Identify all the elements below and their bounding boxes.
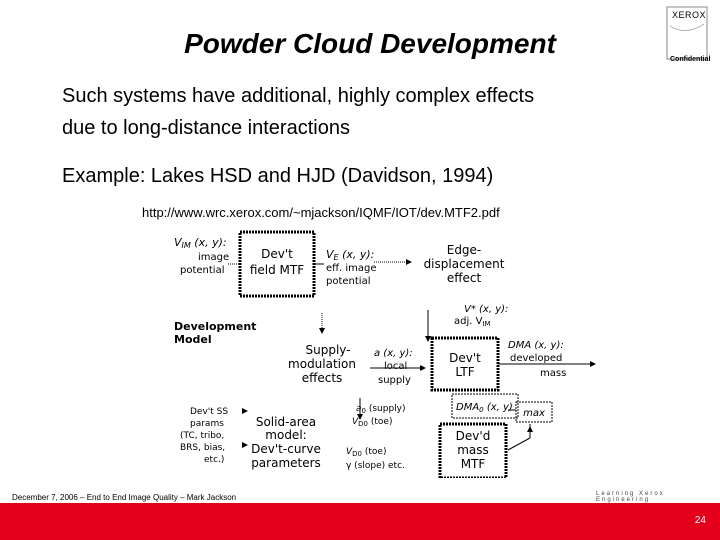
solid-line-4: parameters — [251, 456, 321, 470]
xerox-logo — [666, 6, 714, 62]
supply-line-2: modulation — [288, 357, 356, 371]
gamma-label: γ (slope) etc. — [346, 461, 405, 471]
dma-line-3: mass — [540, 368, 567, 379]
dma-line-2: developed — [510, 353, 563, 364]
mass-line-2: mass — [457, 443, 489, 457]
vstar-line-2: adj. $V_{IM}$ — [454, 316, 491, 328]
bullet-1 — [62, 80, 534, 144]
mass-line-1: Dev'd — [455, 429, 491, 443]
vd0-label: $V_{D0}$ (toe) — [352, 417, 393, 428]
solid-line-3: Dev't-curve — [251, 442, 321, 456]
footer-text: December 7, 2006 – End to End Image Quality – Mark Jackson — [12, 493, 237, 502]
dma-label: DMA (x, y): — [508, 340, 564, 351]
dev-model-line-1: Development — [174, 320, 257, 333]
edge-line-2: displacement — [423, 257, 505, 271]
ve-label: VE (x, y): — [326, 248, 375, 262]
edge-line-3: effect — [446, 271, 482, 285]
supply-line-3: effects — [301, 371, 343, 385]
a-line-3: supply — [378, 375, 411, 386]
ve-line-2: eff. image — [326, 263, 377, 274]
dev-model-line-2: Model — [174, 333, 212, 346]
reference-url[interactable]: http://www.wrc.xerox.com/~mjackson/IQMF/IOT/dev.MTF2.pdf — [142, 205, 500, 220]
vstar-label: V* (x, y): — [464, 304, 509, 315]
devt-field-line-2: field MTF — [249, 263, 305, 277]
ve-line-3: potential — [326, 276, 371, 287]
solid-line-2: model: — [265, 428, 307, 442]
ss-line-2: params — [190, 419, 224, 429]
development-model-diagram — [160, 228, 600, 478]
slide-title: Powder Cloud Development — [184, 28, 556, 59]
vim-line-2: image — [198, 252, 230, 263]
devt-field-line-1: Dev't — [261, 247, 293, 261]
vd0b-label: $V_{D0}$ (toe) — [346, 447, 387, 458]
ss-line-3: (TC, tribo, — [180, 431, 225, 441]
max-label: max — [523, 408, 545, 419]
logo-text: XEROX — [672, 10, 707, 20]
ss-line-5: etc.) — [204, 455, 225, 465]
vim-label: VIM (x, y): — [174, 236, 227, 250]
footer-logo: Learning Xerox Engineering — [596, 491, 665, 503]
devt-ltf-line-1: Dev't — [449, 351, 481, 365]
bullet-2: Example: Lakes HSD and HJD (Davidson, 1994) — [62, 165, 494, 187]
ss-line-1: Dev't SS — [190, 407, 229, 417]
supply-line-1: Supply- — [305, 343, 351, 357]
page-number: 24 — [694, 515, 706, 526]
bullet-1-line-1: Such systems have additional, highly complex effects — [62, 85, 535, 107]
solid-line-1: Solid-area — [255, 415, 317, 429]
a-label: a (x, y): — [374, 348, 413, 359]
footer-bar — [0, 503, 720, 540]
confidential-label: Confidential — [670, 56, 711, 63]
mass-line-3: MTF — [460, 457, 486, 471]
devt-ltf-line-2: LTF — [455, 365, 475, 379]
edge-line-1: Edge- — [446, 243, 482, 257]
ss-line-4: BRS, bias, — [180, 443, 226, 453]
bullet-1-line-2: due to long-distance interactions — [62, 117, 350, 139]
vim-line-3: potential — [180, 265, 225, 276]
a-line-2: local — [384, 361, 408, 372]
a0-label: $a_0$ (supply) — [356, 404, 406, 415]
dma0-label: $DMA_0$ (x, y) — [456, 402, 513, 414]
